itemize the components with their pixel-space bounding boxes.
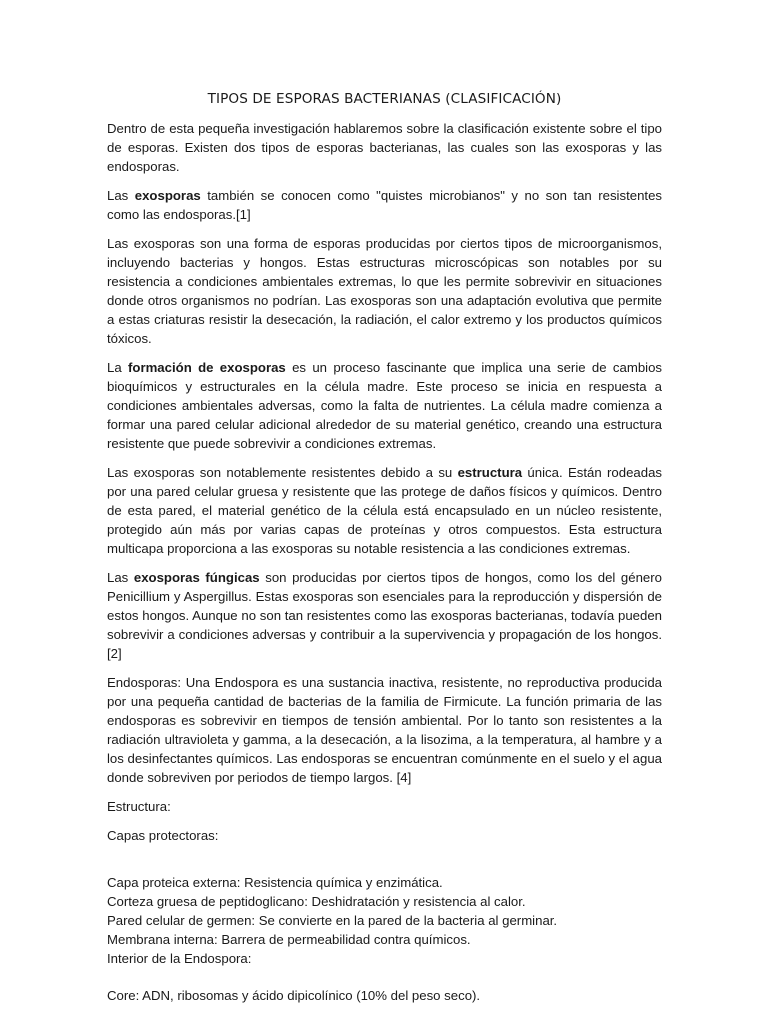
text-run: única. Están rodeadas por una pared celular gruesa y resistente que las protege de daños físicos y químicos. Dentro de esta pared, el material genético de la célula está encapsulado en un núcleo resistente, protegido aún más por varias capas de proteínas y otros compuestos. Esta estructura multicapa proporciona a las exosporas su notable resistencia a las condiciones extremas. xyxy=(107,465,662,556)
text-run: Las exosporas son notablemente resistentes debido a su xyxy=(107,465,458,480)
paragraph-intro: Dentro de esta pequeña investigación hablaremos sobre la clasificación existente sobre el tipo de esporas. Existen dos tipos de esporas bacterianas, las cuales son las exosporas y las endosporas. xyxy=(107,121,662,174)
text-run: La xyxy=(107,360,128,375)
text-run: también se conocen como "quistes microbianos" y no son tan resistentes como las endosporas.[1] xyxy=(107,188,662,222)
spacer xyxy=(107,968,662,986)
list-line: Membrana interna: Barrera de permeabilidad contra químicos. xyxy=(107,932,471,947)
text-run: es un proceso fascinante que implica una serie de cambios bioquímicos y estructurales en la célula madre. Este proceso se inicia en respuesta a condiciones ambientales adversas, como la falta de nutrientes. La célula madre comienza a formar una pared celular adicional alrededor de su material genético, creando una estructura resistente que puede sobrevivir a condiciones extremas. xyxy=(107,360,663,451)
paragraph-estructura xyxy=(107,463,662,558)
list-line: Pared celular de germen: Se convierte en la pared de la bacteria al germinar. xyxy=(107,913,558,928)
core-line: Core: ADN, ribosomas y ácido dipicolínico (10% del peso seco). xyxy=(107,988,481,1003)
paragraph-fungicas xyxy=(107,568,662,663)
text-run: son producidas por ciertos tipos de hongos, como los del género Penicillium y Aspergillus. Estas exosporas son esenciales para la reproducción y dispersión de estos hongos. Aunque no son tan resistentes como las exosporas bacterianas, todavía pueden sobrevivir a condiciones adversas y contribuir a la supervivencia y propagación de los hongos. [2] xyxy=(107,570,662,661)
document-title: TIPOS DE ESPORAS BACTERIANAS (CLASIFICACIÓN) xyxy=(207,91,562,107)
bold-term: exosporas xyxy=(134,188,201,203)
text-run: Las xyxy=(107,188,135,203)
paragraph-endosporas: Endosporas: Una Endospora es una sustancia inactiva, resistente, no reproductiva producida por una pequeña cantidad de bacterias de la familia de Firmicute. La función primaria de las endosporas es sobrevivir en tiempos de tensión ambiental. Por lo tanto son resistentes a la radiación ultravioleta y gamma, a la desecación, a la lisozima, a la temperatura, al hambre y a los desinfectantes químicos. Las endosporas se encuentran comúnmente en el suelo y el agua donde sobreviven por periodos de tiempo largos. [4] xyxy=(107,675,662,785)
spacer xyxy=(107,855,662,873)
document-page xyxy=(107,90,662,1005)
heading-estructura: Estructura: xyxy=(107,799,171,814)
heading-capas: Capas protectoras: xyxy=(107,828,219,843)
paragraph-formacion xyxy=(107,358,662,453)
list-line: Capa proteica externa: Resistencia química y enzimática. xyxy=(107,875,443,890)
paragraph-exosporas-desc: Las exosporas son una forma de esporas producidas por ciertos tipos de microorganismos, incluyendo bacterias y hongos. Estas estructuras microscópicas son notables por su resistencia a condiciones ambientales extremas, lo que les permite sobrevivir en situaciones donde otros organismos no podrían. Las exosporas son una adaptación evolutiva que permite a estas criaturas resistir la desecación, la radiación, el calor extremo y los productos químicos tóxicos. xyxy=(107,236,662,346)
bold-term: exosporas fúngicas xyxy=(133,570,260,585)
paragraph-exosporas-def xyxy=(107,186,662,224)
list-line: Corteza gruesa de peptidoglicano: Deshidratación y resistencia al calor. xyxy=(107,894,526,909)
bold-term: estructura xyxy=(457,465,523,480)
bold-term: formación de exosporas xyxy=(128,360,286,375)
list-line: Interior de la Endospora: xyxy=(107,951,252,966)
text-run: Las xyxy=(107,570,134,585)
